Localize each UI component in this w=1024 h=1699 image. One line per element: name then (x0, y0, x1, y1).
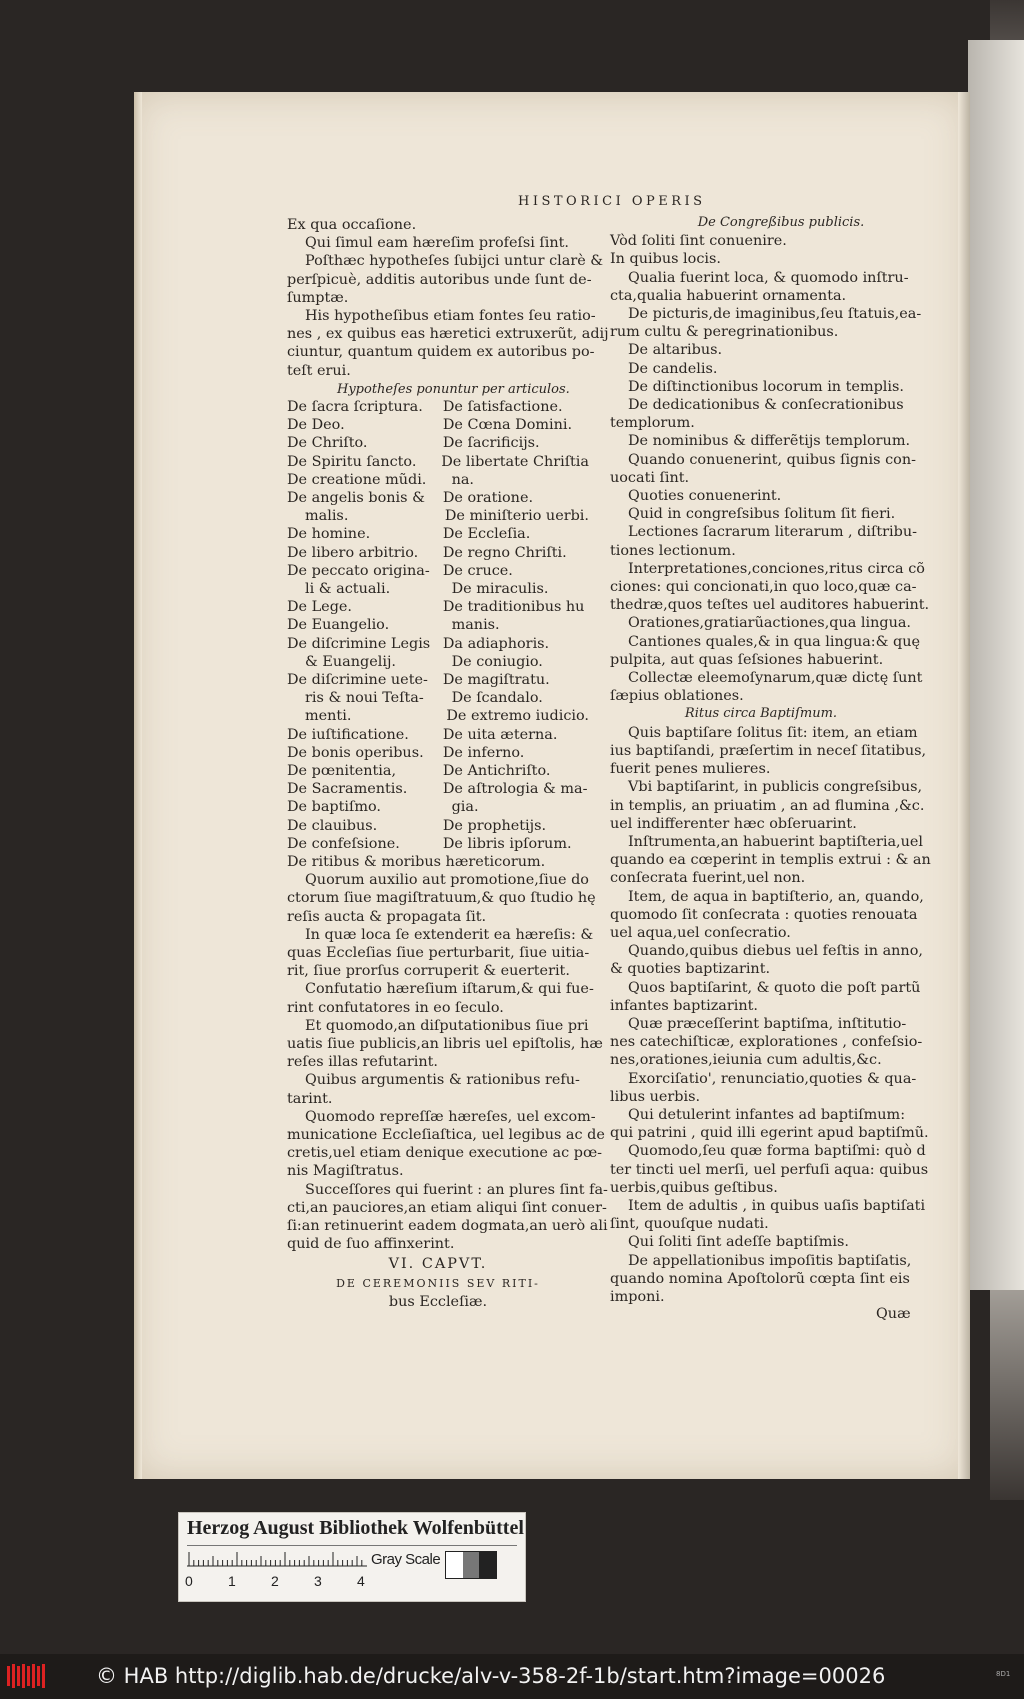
topic-entry: De Lege. (287, 599, 353, 616)
text-line: Confutatio hæreſium iſtarum,& qui fue- (305, 981, 594, 998)
hab-logo-icon (6, 1662, 46, 1690)
text-line: teſt erui. (287, 362, 351, 379)
topic-entry: De miniſterio uerbi. (444, 508, 589, 525)
text-line: quas Eccleſias ſiue perturbarit, ſiue uitia- (287, 945, 590, 962)
text-line: quid de ſuo affinxerint. (287, 1236, 455, 1253)
right-lines-1 (610, 232, 930, 705)
chapter-title-line1: DE CEREMONIIS SEV RITI- (336, 1277, 540, 1291)
footer-bar (0, 1654, 1024, 1699)
topic-entry: De libris ipſorum. (442, 835, 572, 852)
text-line: Quomodo,ſeu quæ forma baptiſmi: quò d (628, 1143, 926, 1160)
topic-list (287, 398, 589, 853)
right-subhead-1: De Congreßibus publicis. (697, 215, 865, 230)
topic-row (287, 689, 589, 707)
text-line: municatione Eccleſiaſtica, uel legibus ac de (287, 1127, 605, 1144)
topic-entry: De oratione. (442, 490, 534, 507)
topic-entry: De regno Chriſti. (442, 544, 567, 561)
gray-swatch (445, 1551, 497, 1579)
topic-entry: De ſcandalo. (451, 690, 543, 707)
text-line: Quando,quibus diebus uel feſtis in anno, (628, 943, 923, 960)
page-stack-edge (968, 40, 1024, 1290)
text-line: De altaribus. (628, 342, 723, 359)
topic-entry: De bonis operibus. (287, 744, 424, 761)
text-line: Quibus argumentis & rationibus refu- (305, 1072, 580, 1089)
topic-entry: De ſacra ſcriptura. (287, 399, 423, 415)
left-column-intro (287, 216, 609, 380)
topic-entry: Da adiaphoris. (442, 635, 550, 652)
running-title: HISTORICI OPERIS (518, 194, 706, 209)
chapter-heading (287, 1255, 589, 1312)
text-line: uel indifferenter hæc obſeruarint. (610, 815, 857, 832)
topic-entry: De iuſtificatione. (287, 726, 409, 743)
topic-row (287, 616, 589, 634)
text-line: uerbis,quibus geſtibus. (610, 1179, 778, 1196)
topic-row (287, 434, 589, 452)
topic-entry: De ſacrificijs. (442, 435, 540, 452)
topic-entry: De uita æterna. (442, 726, 558, 743)
right-column (610, 214, 931, 1306)
text-line: conſecrata fuerint,uel non. (610, 870, 806, 887)
text-line: cti,an pauciores,an etiam aliqui ſint conuer- (287, 1199, 607, 1216)
text-line: fuerit penes mulieres. (610, 761, 771, 778)
text-line: infantes baptizarint. (610, 997, 758, 1014)
topic-entry: De magiſtratu. (442, 672, 550, 689)
topic-entry: na. (451, 471, 475, 488)
text-line: quando ea cœperint in templis extrui : & an (610, 852, 931, 869)
topic-entry: De aſtrologia & ma- (442, 781, 588, 798)
text-line: pulpita, aut quas ſeſsiones habuerint. (610, 651, 884, 668)
topic-row (287, 398, 589, 416)
text-line: De dedicationibus & conſecrationibus (628, 397, 904, 414)
text-line: Interpretationes,conciones,ritus circa cõ (628, 560, 925, 577)
right-subhead-2: Ritus circa Baptiſmum. (684, 706, 838, 722)
text-line: rint confutatores in eo ſeculo. (287, 999, 504, 1016)
text-line: perſpicuè, additis autoribus unde ſunt de- (287, 271, 592, 288)
ruler-number: 4 (357, 1573, 365, 1589)
left-subhead: Hypotheſes ponuntur per articulos. (337, 382, 570, 397)
text-line: tarint. (287, 1090, 333, 1107)
topic-row (287, 471, 589, 489)
text-line: & quoties baptizarint. (610, 961, 771, 978)
topic-row (287, 817, 589, 835)
topic-entry: De diſcrimine uete- (287, 672, 428, 689)
topic-entry: De inferno. (442, 744, 525, 761)
ruler-scale-icon (187, 1549, 367, 1567)
text-line: Item, de aqua in baptiſterio, an, quando, (628, 888, 924, 905)
text-line: reſes illas refutarint. (287, 1054, 439, 1071)
topic-entry: li & actuali. (305, 581, 391, 598)
text-line: Quos baptiſarint, & quoto die poſt partũ (628, 979, 921, 996)
text-line: ctorum ſiue magiſtratuum,& quo ſtudio hę (287, 890, 596, 907)
text-line: Quis baptiſare ſolitus ſit: item, an etiam (628, 724, 918, 741)
text-line: cta,qualia habuerint ornamenta. (610, 287, 847, 304)
chapter-title-line2: bus Eccleſiæ. (388, 1294, 488, 1311)
right-lines-2 (610, 724, 931, 1307)
topic-entry: De Spiritu ſancto. (287, 453, 417, 470)
topic-entry: De Euangelio. (287, 617, 390, 634)
text-line: cretis,uel etiam denique executione ac pœ- (287, 1145, 603, 1162)
text-line: in templis, an priuatim , an ad flumina ,&c. (610, 797, 925, 814)
library-name: Herzog August Bibliothek Wolfenbüttel (187, 1517, 524, 1539)
topic-entry: De confeſsione. (287, 835, 400, 852)
text-line: ſæpius oblationes. (610, 688, 744, 705)
text-line: Succeſſores qui fuerint : an plures ſint fa- (305, 1181, 608, 1198)
topic-row (287, 635, 589, 653)
topic-entry: De angelis bonis & (287, 490, 425, 507)
topic-entry: malis. (305, 508, 349, 525)
topic-row (287, 598, 589, 616)
text-line: ſumptæ. (287, 289, 349, 306)
card-divider (187, 1545, 517, 1546)
catchword: Quæ (876, 1306, 911, 1322)
text-line: Lectiones ſacrarum literarum , diſtribu- (628, 524, 917, 541)
text-line: ciones: qui concionati,in quo loco,quæ ca- (610, 579, 917, 596)
text-line: rum cultu & peregrinationibus. (610, 324, 839, 341)
topic-entry: De traditionibus hu (442, 599, 585, 616)
topic-row (287, 726, 589, 744)
topic-entry: De miraculis. (451, 581, 549, 598)
topic-entry: De libero arbitrio. (287, 544, 419, 561)
text-line: nes , ex quibus eas hæretici extruxerũt, adij (287, 326, 609, 343)
page-shadow (134, 92, 142, 1479)
topic-entry: De clauibus. (287, 817, 378, 834)
text-line: Quando conuenerint, quibus ſignis con- (628, 451, 916, 468)
text-line: De picturis,de imaginibus,ſeu ſtatuis,ea- (628, 306, 922, 323)
text-line: Poſthæc hypotheſes ſubijci untur clarè & (305, 253, 604, 270)
text-line: uatis ſiue publicis,an libris uel epiſtolis, hæ (287, 1036, 603, 1053)
left-subhead-wrap (337, 381, 570, 399)
text-line: quomodo ſit conſecrata : quoties renouata (610, 906, 918, 923)
text-line: Quorum auxilio aut promotione,ſiue do (305, 872, 589, 889)
text-line: Qui detulerint infantes ad baptiſmum: (628, 1106, 906, 1123)
topic-entry: De Sacramentis. (287, 781, 408, 798)
topic-row (287, 416, 589, 434)
topic-entry: De Eccleſia. (442, 526, 531, 543)
text-line: Qui ſimul eam hæreſim profeſsi ſint. (305, 235, 569, 252)
topic-entry: De creatione mũdi. (287, 471, 427, 488)
text-line: ciuntur, quantum quidem ex autoribus po- (287, 344, 595, 361)
text-line: His hypotheſibus etiam fontes ſeu ratio- (305, 308, 596, 325)
text-line: De diſtinctionibus locorum in templis. (628, 378, 904, 395)
text-line: templorum. (610, 415, 695, 432)
text-line: Item de adultis , in quibus uaſis baptiſati (628, 1197, 926, 1214)
topic-entry: De peccato origina- (287, 562, 430, 579)
topic-entry: gia. (451, 799, 479, 816)
topic-entry: manis. (451, 617, 500, 634)
topic-entry: De Cœna Domini. (442, 417, 573, 434)
topic-entry: De libertate Chriſtia (441, 453, 589, 470)
page-gutter (958, 92, 970, 1479)
topic-entry: De cruce. (442, 562, 513, 579)
text-line: In quæ loca ſe extenderit ea hæreſis: & (305, 926, 594, 943)
chapter-number: VI. CAPVT. (388, 1256, 488, 1272)
text-line: ter tincti uel merſi, uel perfuſi aqua: quibus (610, 1161, 929, 1178)
text-line: Quid in congreſsibus ſolitum ſit fieri. (628, 506, 896, 523)
footer-tag: 8D1 (996, 1670, 1011, 1678)
text-line: qui patrini , quid illi egerint apud baptiſmũ. (610, 1125, 929, 1142)
topic-entry: De diſcrimine Legis (287, 635, 431, 652)
text-line: Qualia fuerint loca, & quomodo inſtru- (628, 269, 909, 286)
topic-entry: De baptiſmo. (287, 799, 381, 816)
text-line: Quæ præceſſerint baptiſma, inſtitutio- (628, 1015, 907, 1032)
topic-row (287, 489, 589, 507)
text-line: Quomodo repreſſæ hæreſes, uel excom- (305, 1108, 596, 1125)
text-line: uel aqua,uel conſecratio. (610, 924, 791, 941)
ruler-number: 0 (185, 1573, 193, 1589)
topic-entry: De ſatisfactione. (442, 399, 563, 415)
topic-row (287, 453, 589, 471)
color-calibration-card (178, 1512, 526, 1602)
text-line: Ex qua occaſione. (287, 217, 417, 233)
text-line: nes,orationes,ieiunia cum adultis,&c. (610, 1052, 882, 1069)
text-line: Et quomodo,an diſputationibus ſiue pri (305, 1017, 589, 1034)
text-line: quando nomina Apoſtolorũ cœpta ſint eis (610, 1270, 910, 1287)
topic-entry: De pœnitentia, (287, 763, 397, 780)
text-line: nis Magiſtratus. (287, 1163, 404, 1180)
text-line: uocati ſint. (610, 469, 690, 486)
left-column-outro (287, 853, 608, 1253)
text-line: Quoties conuenerint. (628, 488, 782, 505)
text-line: De nominibus & differẽtijs templorum. (628, 433, 911, 450)
topic-entry: De extremo iudicio. (446, 708, 589, 725)
text-line: Vbi baptiſarint, in publicis congreſsibus, (628, 779, 923, 796)
text-line: De candelis. (628, 360, 718, 377)
topic-entry: & Euangelij. (305, 653, 396, 670)
topic-entry: De homine. (287, 526, 371, 543)
text-line: thedræ,quos teſtes uel auditores habuerint. (610, 597, 930, 614)
topic-row (287, 580, 589, 598)
topic-entry: De Deo. (287, 417, 345, 434)
text-line: Inſtrumenta,an habuerint baptiſteria,uel (628, 833, 923, 850)
ruler-number: 3 (314, 1573, 322, 1589)
text-line: imponi. (610, 1288, 665, 1305)
topic-row (287, 744, 589, 762)
footer-copyright-link[interactable]: © HAB http://diglib.hab.de/drucke/alv-v-358-2f-1b/start.htm?image=00026 (96, 1664, 886, 1688)
text-line: ſi:an retinuerint eadem dogmata,an uerò ali (287, 1218, 608, 1235)
topic-row (287, 562, 589, 580)
topic-row (287, 798, 589, 816)
text-line: tiones lectionum. (610, 542, 736, 559)
text-line: nes catechiſticæ, explorationes , confeſsio- (610, 1034, 923, 1051)
text-line: Exorciſatio', renunciatio,quoties & qua- (628, 1070, 917, 1087)
topic-row (287, 835, 589, 853)
topic-entry: menti. (305, 708, 352, 725)
topic-row (287, 525, 589, 543)
topic-entry: De coniugio. (451, 653, 543, 670)
topic-row (287, 707, 589, 725)
topic-row (287, 653, 589, 671)
topic-row (287, 780, 589, 798)
text-line: De appellationibus impoſitis baptiſatis, (628, 1252, 912, 1269)
text-line: ius baptiſandi, præſertim in neceſ ſitatibus, (610, 742, 927, 759)
topic-row (287, 507, 589, 525)
text-line: Cantiones quales,& in qua lingua:& quę (628, 633, 921, 650)
text-line: Collectæ eleemoſynarum,quæ dictę ſunt (628, 670, 923, 687)
text-line: ſint, quouſque nudati. (610, 1216, 769, 1233)
topic-entry: De Antichriſto. (442, 763, 551, 780)
text-line: De ritibus & moribus hæreticorum. (287, 854, 546, 870)
topic-row (287, 762, 589, 780)
topic-row (287, 671, 589, 689)
ruler-number: 1 (228, 1573, 236, 1589)
text-line: reſis aucta & propagata ſit. (287, 908, 487, 925)
ruler-number: 2 (271, 1573, 279, 1589)
topic-entry: De prophetijs. (442, 817, 547, 834)
text-line: Qui ſoliti ſint adeſſe baptiſmis. (628, 1234, 849, 1251)
topic-row (287, 544, 589, 562)
topic-entry: De Chriſto. (287, 435, 368, 452)
text-line: libus uerbis. (610, 1088, 701, 1105)
text-line: Vòd ſoliti ſint conuenire. (610, 233, 787, 250)
text-line: In quibus locis. (610, 251, 721, 268)
topic-entry: ris & noui Teſta- (305, 690, 424, 707)
text-line: Orationes,gratiarũactiones,qua lingua. (628, 615, 912, 632)
gray-scale-label: Gray Scale (371, 1551, 441, 1568)
text-line: rit, ſiue prorſus corruperit & euerterit. (287, 963, 570, 980)
